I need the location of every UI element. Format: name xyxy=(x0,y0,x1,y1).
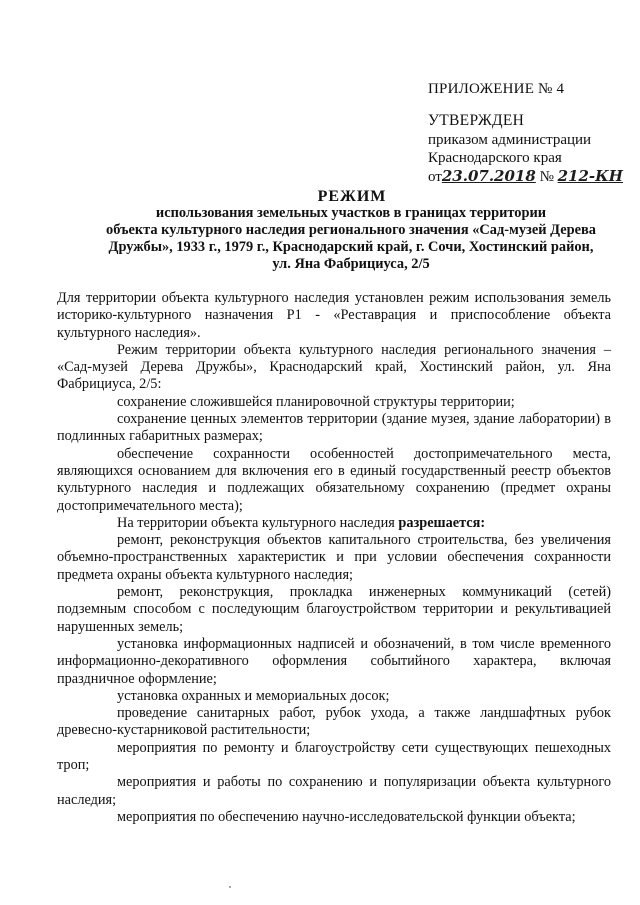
subtitle-line: объекта культурного наследия регионального значения «Сад-музей Дерева xyxy=(106,222,596,238)
paragraph-lead: На территории объекта культурного наследия xyxy=(117,514,399,531)
document-subtitle xyxy=(90,205,612,273)
date-prefix: от xyxy=(428,169,442,185)
approved-line-1: приказом администрации xyxy=(428,132,592,148)
approved-title: УТВЕРЖДЕН xyxy=(428,112,525,129)
approved-line-2: Краснодарского края xyxy=(428,150,562,166)
paragraph: проведение санитарных работ, рубок ухода, а также ландшафтных рубок древесно-кустарниковой растительности; xyxy=(57,705,611,739)
paragraph xyxy=(57,515,611,532)
appendix-label: ПРИЛОЖЕНИЕ № 4 xyxy=(428,81,565,97)
paragraph: ремонт, реконструкция объектов капитального строительства, без увеличения объемно-пространственных характеристик и при условии обеспечения сохранности предмета охраны объекта культурного наследия; xyxy=(57,532,611,583)
paragraph: Для территории объекта культурного наследия установлен режим использования земель историко-культурного назначения Р1 - «Реставрация и приспособление объекта культурного наследия». xyxy=(57,290,611,341)
subtitle-line: Дружбы», 1933 г., 1979 г., Краснодарский край, г. Сочи, Хостинский район, xyxy=(108,239,594,255)
paragraph: установка охранных и мемориальных досок; xyxy=(117,687,390,704)
scan-speck xyxy=(229,886,231,888)
paragraph: мероприятия по обеспечению научно-исследовательской функции объекта; xyxy=(117,808,576,825)
paragraph: обеспечение сохранности особенностей достопримечательного места, являющихся основанием для включения его в единый государственный реестр объектов культурного наследия и подлежащих обязательному сохранению (предмет охраны достопримечательного места); xyxy=(57,445,611,514)
handwritten-number: 212-КН xyxy=(557,167,623,185)
paragraph: ремонт, реконструкция, прокладка инженерных коммуникаций (сетей) подземным способом с последующим благоустройством территории и рекультивацией нарушенных земель; xyxy=(57,584,611,635)
paragraph: Режим территории объекта культурного наследия регионального значения – «Сад-музей Дерева Дружбы», Краснодарский край, Хостинский район, ул. Яна Фабрициуса, 2/5: xyxy=(57,341,611,393)
paragraph-emphasis: разрешается: xyxy=(398,514,486,531)
approval-block xyxy=(428,112,623,186)
order-date-number xyxy=(428,167,623,186)
paragraph: установка информационных надписей и обозначений, в том числе временного информационно-декоративного оформления событийного характера, включая праздничное оформление; xyxy=(57,635,611,687)
document-body xyxy=(57,290,611,826)
number-prefix: № xyxy=(539,169,554,185)
handwritten-date: 23.07.2018 xyxy=(441,167,536,185)
subtitle-line: использования земельных участков в границах территории xyxy=(155,205,547,221)
document-title: РЕЖИМ xyxy=(317,188,387,205)
subtitle-line: ул. Яна Фабрициуса, 2/5 xyxy=(272,256,430,272)
paragraph: мероприятия и работы по сохранению и популяризации объекта культурного наследия; xyxy=(57,774,611,808)
paragraph: сохранение ценных элементов территории (здание музея, здание лаборатории) в подлинных габаритных размерах; xyxy=(57,411,611,445)
paragraph: мероприятия по ремонту и благоустройству сети существующих пешеходных троп; xyxy=(57,739,611,774)
paragraph: сохранение сложившейся планировочной структуры территории; xyxy=(117,393,515,410)
